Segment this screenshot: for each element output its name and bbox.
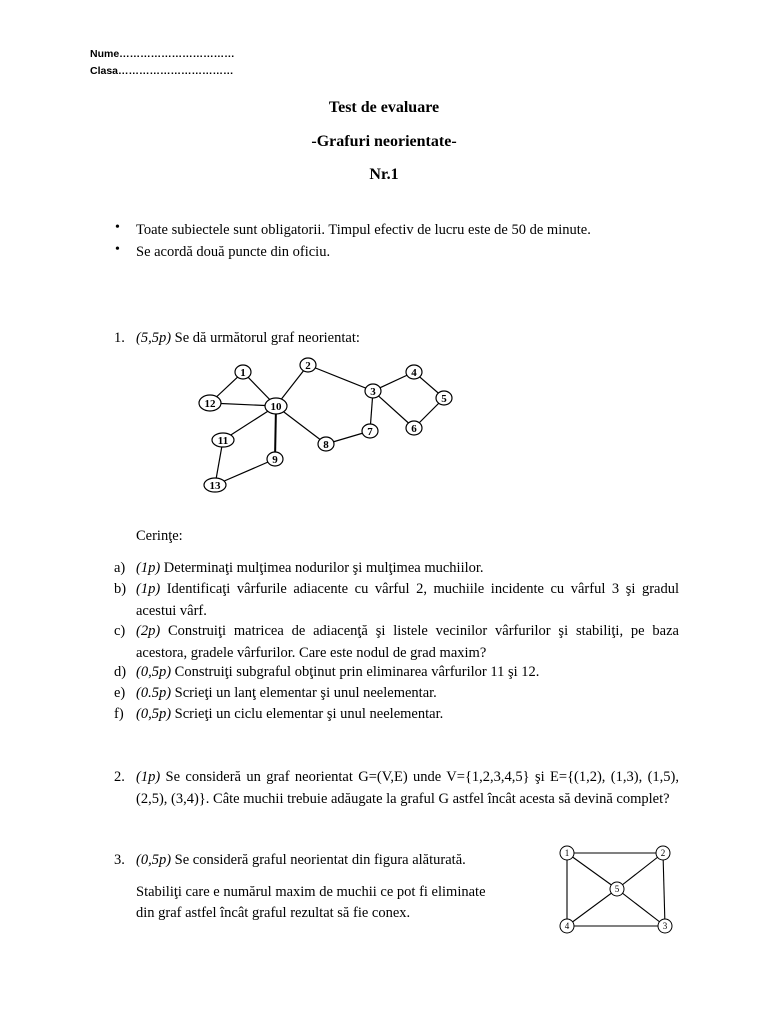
item-letter-e: e) <box>114 685 126 701</box>
page-subtitle: -Grafuri neorientate- <box>311 133 457 150</box>
edge-1-5 <box>567 853 617 889</box>
item-b: (1p) Identificaţi vârfurile adiacente cu vârful 2, muchiile incidente cu vârful 3 şi gradul acestui vârf. <box>136 581 679 619</box>
item-letter-d: d) <box>114 664 127 680</box>
graph-2-figure <box>550 840 685 940</box>
q2-statement: (1p) Se consideră un graf neorientat G=(V,E) unde V={1,2,3,4,5} şi E={(1,2), (1,3), (1,5), (2,5), (3,4)}. Câte muchii trebuie adăugate la graful G astfel încât acesta să devină complet? <box>136 769 679 807</box>
instruction-2: Se acordă două puncte din oficiu. <box>136 244 331 260</box>
edge-4-5 <box>567 889 617 926</box>
node-label-2: 2 <box>305 360 311 372</box>
q1-text: Se dă următorul graf neorientat: <box>171 330 360 346</box>
q2-number: 2. <box>114 769 125 785</box>
node-label-3: 3 <box>370 386 376 398</box>
node-label-2: 2 <box>660 848 666 858</box>
item-a: (1p) Determinaţi mulţimea nodurilor şi mulţimea muchiilor. <box>136 560 484 576</box>
node-label-5: 5 <box>441 393 447 405</box>
requirements-heading: Cerinţe: <box>136 528 183 544</box>
node-label-8: 8 <box>323 439 329 451</box>
node-label-1: 1 <box>564 848 570 858</box>
node-label-9: 9 <box>272 454 278 466</box>
class-field-label: Clasa…………………………… <box>90 65 234 77</box>
q1-statement <box>136 327 360 349</box>
node-label-1: 1 <box>240 367 246 379</box>
node-label-3: 3 <box>662 921 668 931</box>
node-label-13: 13 <box>209 480 221 492</box>
node-label-10: 10 <box>270 401 282 413</box>
edge-2-3 <box>663 853 665 926</box>
item-c-points: (2p) <box>136 623 161 639</box>
q3-number: 3. <box>114 852 125 868</box>
node-label-5: 5 <box>614 884 620 894</box>
graph-1-figure <box>190 350 470 500</box>
instruction-1: Toate subiectele sunt obligatorii. Timpul efectiv de lucru este de 50 de minute. <box>136 222 591 238</box>
edge-2-5 <box>617 853 663 889</box>
node-label-7: 7 <box>367 426 373 438</box>
node-label-4: 4 <box>411 367 417 379</box>
item-letter-c: c) <box>114 623 126 639</box>
page-title: Test de evaluare <box>328 99 440 116</box>
node-label-11: 11 <box>217 435 229 447</box>
item-e: (0.5p) Scrieţi un lanţ elementar şi unul neelementar. <box>136 685 437 701</box>
node-label-4: 4 <box>564 921 570 931</box>
name-field-label: Nume…………………………… <box>90 48 235 60</box>
test-number: Nr.1 <box>369 166 399 183</box>
item-a-points: (1p) <box>136 560 161 576</box>
bullet-icon: • <box>115 220 120 235</box>
item-d: (0,5p) Construiţi subgraful obţinut prin eliminarea vârfurilor 11 şi 12. <box>136 664 540 680</box>
q2-points: (1p) <box>136 769 161 785</box>
q3-statement: (0,5p) Se consideră graful neorientat din figura alăturată. <box>136 852 466 868</box>
q3-text-line-2: din graf astfel încât graful rezultat să fie conex. <box>136 905 411 921</box>
node-label-12: 12 <box>204 398 216 410</box>
item-f-points: (0,5p) <box>136 706 172 722</box>
item-f: (0,5p) Scrieţi un ciclu elementar şi unul neelementar. <box>136 706 444 722</box>
q1-points: (5,5p) <box>136 330 172 346</box>
node-label-6: 6 <box>411 423 417 435</box>
item-d-points: (0,5p) <box>136 664 172 680</box>
item-letter-b: b) <box>114 581 127 597</box>
item-letter-a: a) <box>114 560 126 576</box>
edge-2-3 <box>308 365 373 391</box>
q3-points: (0,5p) <box>136 852 172 868</box>
q3-text-line-1: Stabiliţi care e numărul maxim de muchii ce pot fi eliminate <box>136 884 486 900</box>
q1-number: 1. <box>114 330 125 346</box>
edge-6-3 <box>373 391 414 428</box>
edge-3-5 <box>617 889 665 926</box>
item-b-points: (1p) <box>136 581 161 597</box>
item-e-points: (0.5p) <box>136 685 172 701</box>
item-letter-f: f) <box>114 706 124 722</box>
bullet-icon: • <box>115 242 120 257</box>
item-c: (2p) Construiţi matricea de adiacenţă şi listele vecinilor vârfurilor şi stabiliţi, pe baza acestora, gradele vârfurilor. Care este nodul de grad maxim? <box>136 623 679 661</box>
